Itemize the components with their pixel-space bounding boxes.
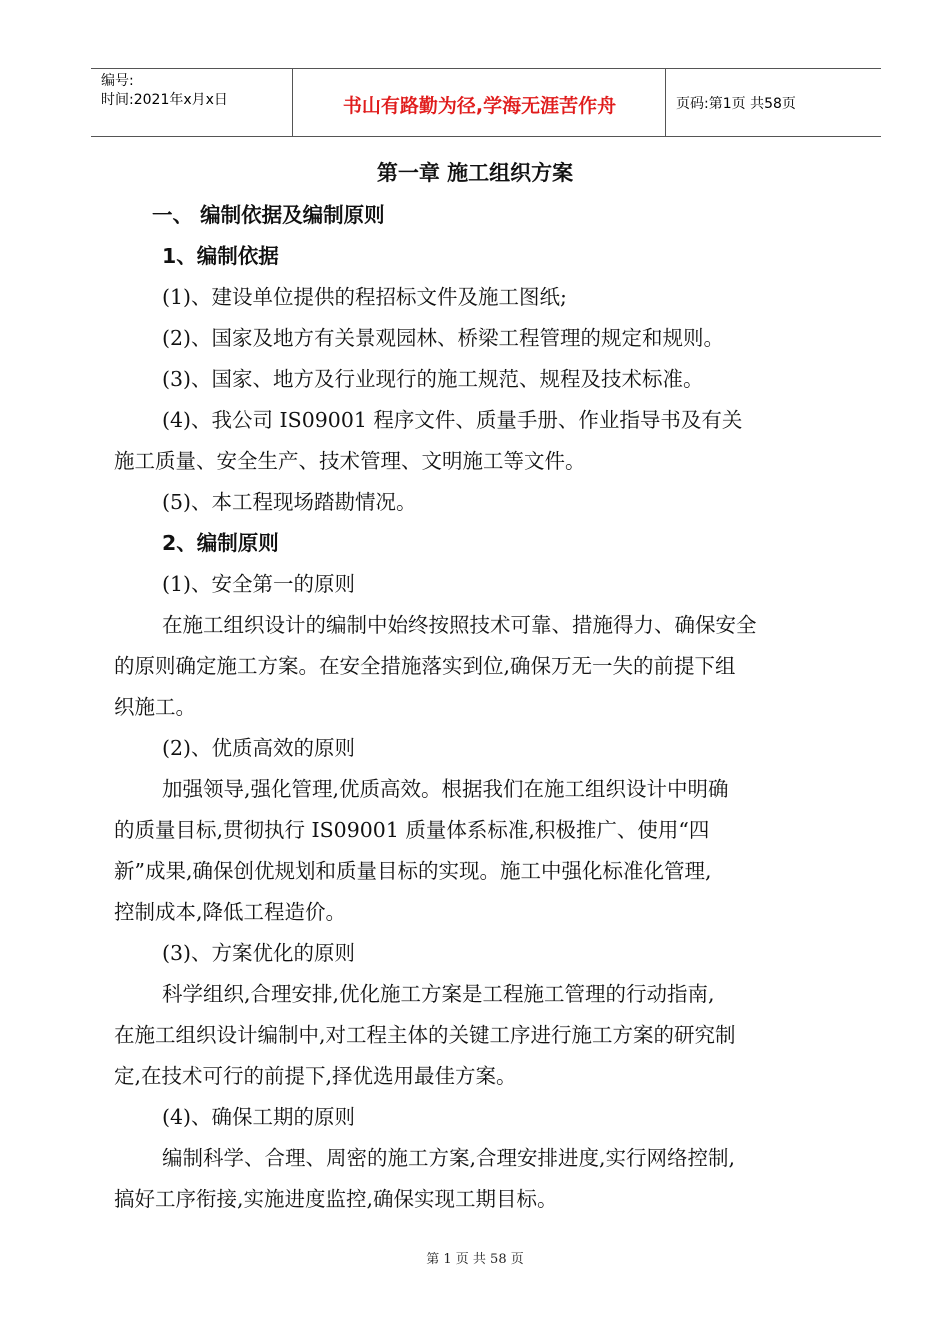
principle-heading: (1)、安全第一的原则 bbox=[162, 572, 356, 596]
paragraph-line: 的质量目标,贯彻执行 IS09001 质量体系标准,积极推广、使用“四 bbox=[114, 818, 710, 842]
subsection-title-principles: 2、编制原则 bbox=[162, 531, 279, 555]
principle-heading: (3)、方案优化的原则 bbox=[162, 941, 356, 965]
page-footer: 第 1 页 共 58 页 bbox=[426, 1252, 524, 1267]
paragraph-line: 加强领导,强化管理,优质高效。根据我们在施工组织设计中明确 bbox=[162, 777, 729, 801]
paragraph-line: 织施工。 bbox=[114, 695, 196, 719]
basis-item: (1)、建设单位提供的程招标文件及施工图纸; bbox=[162, 285, 567, 309]
paragraph-line: 新”成果,确保创优规划和质量目标的实现。施工中强化标准化管理, bbox=[114, 859, 712, 883]
chapter-title: 第一章 施工组织方案 bbox=[376, 161, 574, 185]
header-divider bbox=[665, 69, 666, 136]
header-motto: 书山有路勤为径,学海无涯苦作舟 bbox=[342, 95, 617, 117]
paragraph-line: 在施工组织设计的编制中始终按照技术可靠、措施得力、确保安全 bbox=[162, 613, 757, 637]
paragraph-line: 定,在技术可行的前提下,择优选用最佳方案。 bbox=[114, 1064, 517, 1088]
basis-item: (5)、本工程现场踏勘情况。 bbox=[162, 490, 417, 514]
basis-item: (2)、国家及地方有关景观园林、桥梁工程管理的规定和规则。 bbox=[162, 326, 725, 350]
paragraph-line: 在施工组织设计编制中,对工程主体的关键工序进行施工方案的研究制 bbox=[114, 1023, 736, 1047]
document-header bbox=[91, 68, 881, 137]
principle-heading: (4)、确保工期的原则 bbox=[162, 1105, 356, 1129]
header-meta bbox=[101, 72, 228, 110]
document-time-label: 时间:2021年x月x日 bbox=[101, 92, 228, 108]
basis-item: (4)、我公司 IS09001 程序文件、质量手册、作业指导书及有关 bbox=[162, 408, 743, 432]
paragraph-line: 搞好工序衔接,实施进度监控,确保实现工期目标。 bbox=[114, 1187, 558, 1211]
paragraph-line: 的原则确定施工方案。在安全措施落实到位,确保万无一失的前提下组 bbox=[114, 654, 736, 678]
header-page-info: 页码:第1页 共58页 bbox=[676, 96, 796, 112]
basis-item: (3)、国家、地方及行业现行的施工规范、规程及技术标准。 bbox=[162, 367, 704, 391]
paragraph-line: 编制科学、合理、周密的施工方案,合理安排进度,实行网络控制, bbox=[162, 1146, 736, 1170]
paragraph-line: 控制成本,降低工程造价。 bbox=[114, 900, 347, 924]
section-title: 一、 编制依据及编制原则 bbox=[152, 203, 385, 227]
principle-heading: (2)、优质高效的原则 bbox=[162, 736, 356, 760]
subsection-title-basis: 1、编制依据 bbox=[162, 244, 279, 268]
document-number-label: 编号: bbox=[101, 73, 134, 89]
paragraph-line: 科学组织,合理安排,优化施工方案是工程施工管理的行动指南, bbox=[162, 982, 715, 1006]
basis-item: 施工质量、安全生产、技术管理、文明施工等文件。 bbox=[114, 449, 586, 473]
